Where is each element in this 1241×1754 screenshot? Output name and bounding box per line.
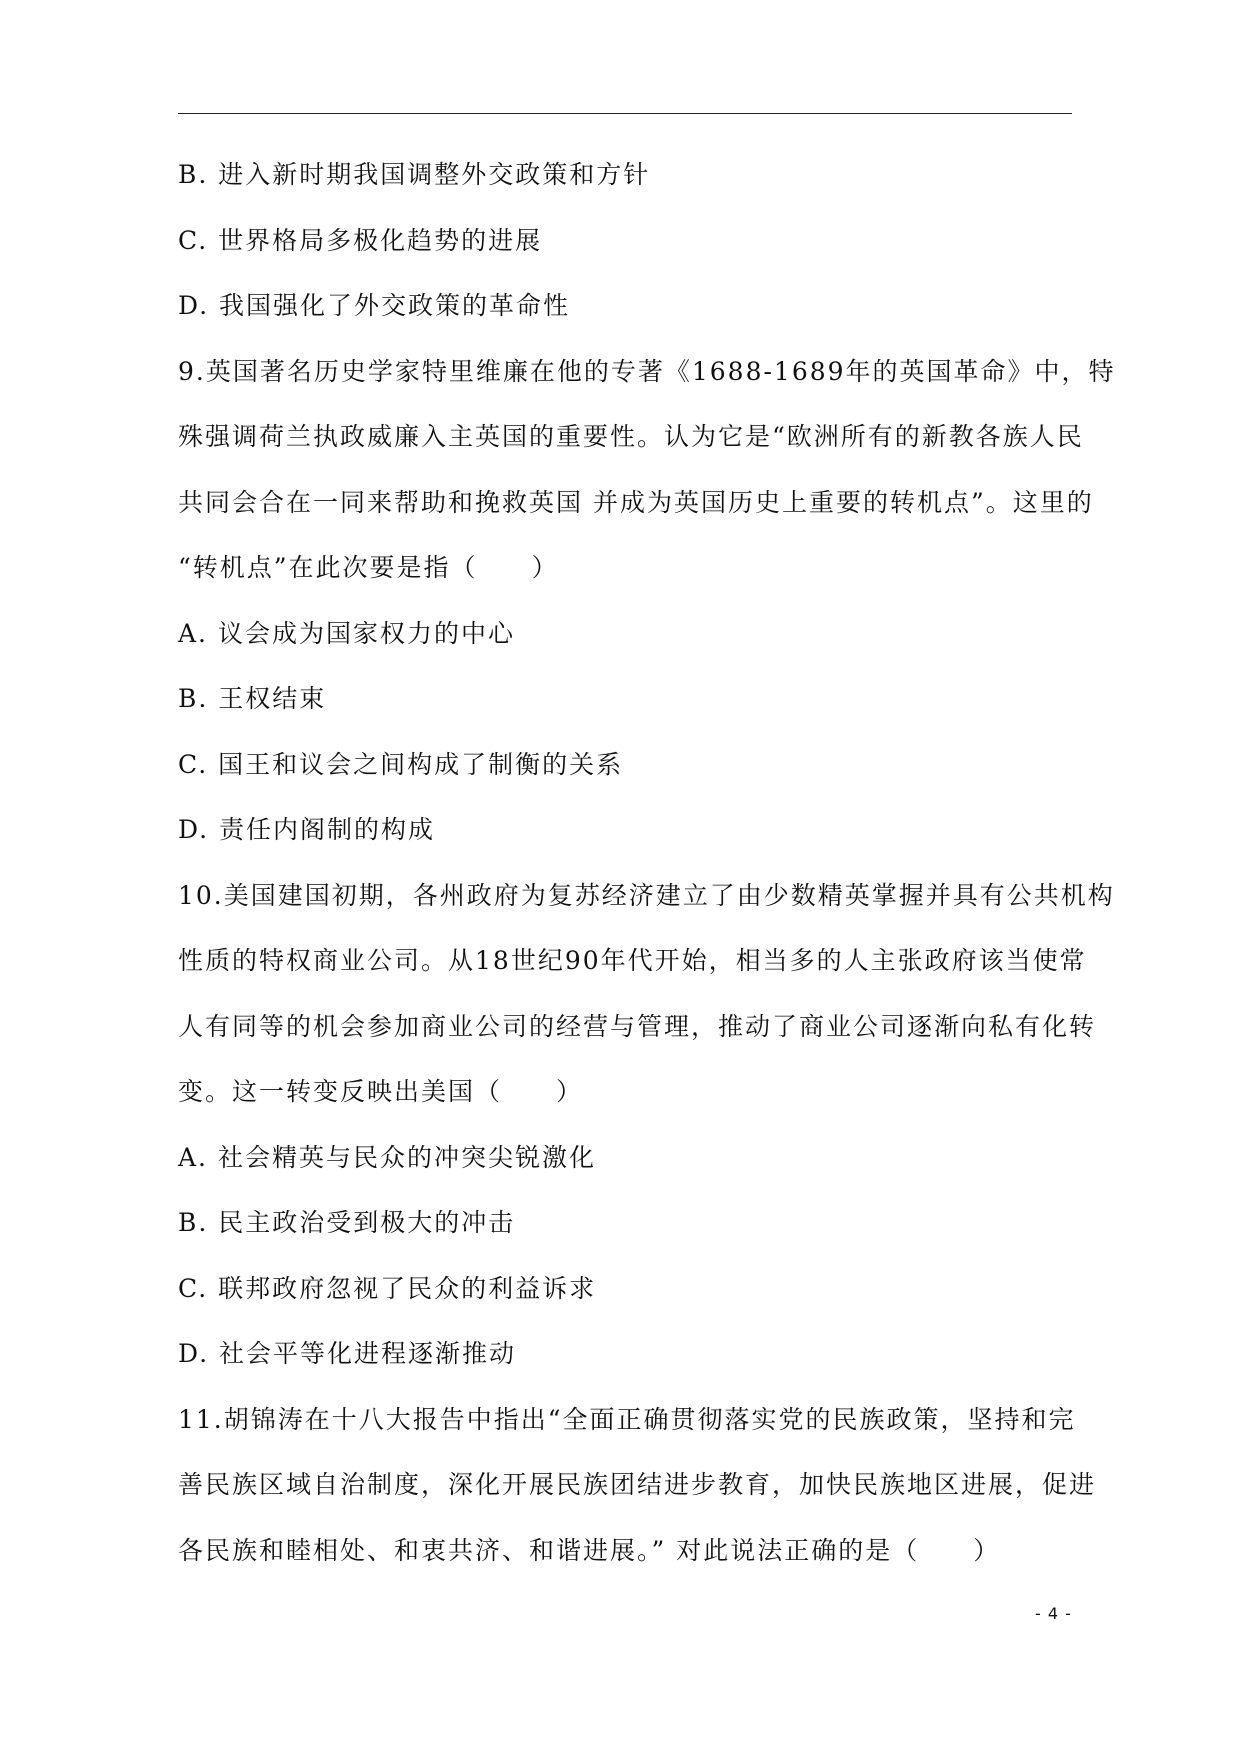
question-9-line-3: 共同会合在一同来帮助和挽救英国 并成为英国历史上重要的转机点”。这里的 — [178, 487, 1094, 517]
option-9d: D. 责任内阁制的构成 — [178, 815, 436, 844]
option-9a: A. 议会成为国家权力的中心 — [178, 618, 515, 648]
option-9c: C. 国王和议会之间构成了制衡的关系 — [178, 749, 624, 779]
question-11-line-2: 善民族区域自治制度，深化开展民族团结进步教育，加快民族地区进展，促进 — [178, 1470, 1097, 1499]
option-10b: B. 民主政治受到极大的冲击 — [178, 1208, 516, 1237]
option-8c: C. 世界格局多极化趋势的进展 — [178, 225, 543, 255]
document-body — [178, 155, 1116, 1596]
header-rule — [178, 113, 1072, 114]
option-8b: B. 进入新时期我国调整外交政策和方针 — [178, 160, 651, 189]
question-9-line-4: “转机点”在此次要是指（ ） — [178, 553, 559, 582]
question-10-line-4: 变。这一转变反映出美国（ ） — [178, 1077, 584, 1106]
question-9-line-2: 殊强调荷兰执政威廉入主英国的重要性。认为它是“欧洲所有的新教各族人民 — [178, 422, 1084, 451]
option-10d: D. 社会平等化进程逐渐推动 — [178, 1339, 517, 1368]
option-10a: A. 社会精英与民众的冲突尖锐激化 — [178, 1142, 596, 1172]
question-11-line-3: 各民族和睦相处、和衷共济、和谐进展。” 对此说法正确的是（ ） — [178, 1535, 1001, 1565]
question-10-line-3: 人有同等的机会参加商业公司的经营与管理，推动了商业公司逐渐向私有化转 — [178, 1011, 1097, 1041]
question-10-line-1: 10.美国建国初期，各州政府为复苏经济建立了由少数精英掌握并具有公共机构 — [178, 880, 1115, 910]
question-9-line-1: 9.英国著名历史学家特里维廉在他的专著《1688-1689年的英国革命》中，特 — [178, 356, 1116, 386]
page-number: - 4 - — [1035, 1604, 1072, 1623]
option-8d: D. 我国强化了外交政策的革命性 — [178, 291, 571, 320]
question-11-line-1: 11.胡锦涛在十八大报告中指出“全面正确贯彻落实党的民族政策，坚持和完 — [178, 1404, 1076, 1434]
option-10c: C. 联邦政府忽视了民众的利益诉求 — [178, 1273, 597, 1303]
option-9b: B. 王权结束 — [178, 684, 327, 713]
question-10-line-2: 性质的特权商业公司。从18世纪90年代开始，相当多的人主张政府该当使常 — [178, 946, 1087, 975]
